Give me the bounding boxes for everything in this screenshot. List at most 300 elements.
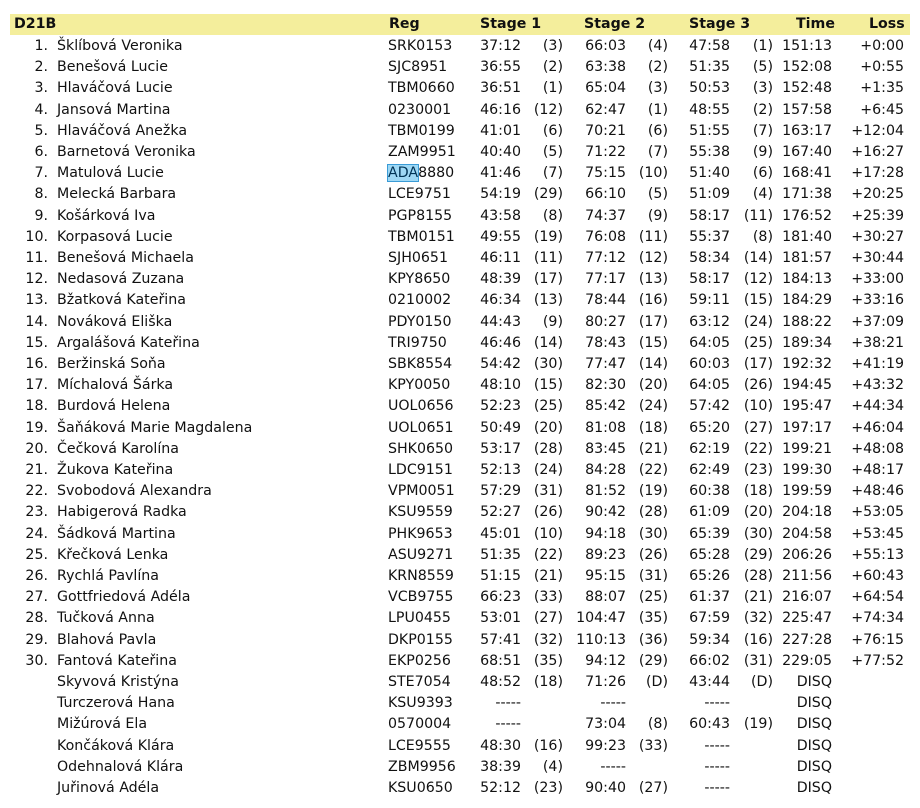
stage1-time: 51:35 — [480, 546, 521, 563]
position: 14. — [25, 313, 48, 330]
stage2-time: 94:18 — [585, 525, 626, 542]
stage2-time: 83:45 — [585, 440, 626, 457]
stage2-rank: (28) — [638, 504, 668, 521]
stage2-time: 80:27 — [585, 313, 626, 330]
stage1-rank: (25) — [533, 398, 563, 415]
stage3-time: 64:05 — [689, 334, 730, 351]
position: 4. — [34, 101, 48, 118]
total-time: 204:18 — [782, 504, 832, 521]
stage1-time: 52:27 — [480, 504, 521, 521]
stage3-time: 62:49 — [689, 462, 730, 478]
stage2-time: ----- — [600, 758, 626, 775]
stage3-time: 51:55 — [689, 122, 730, 139]
total-time: 163:17 — [782, 122, 832, 139]
reg-code: SHK0650 — [388, 440, 454, 457]
stage2-rank: (14) — [638, 356, 668, 372]
stage1-time: 43:58 — [480, 207, 521, 224]
stage2-time: 90:42 — [585, 504, 626, 521]
runner-name: Šklíbová Veronika — [57, 38, 183, 54]
stage3-time: 57:42 — [689, 398, 730, 415]
stage2-rank: (31) — [638, 568, 668, 584]
table-row — [0, 206, 920, 227]
total-time: DISQ — [796, 758, 832, 775]
time-loss: +48:08 — [851, 440, 904, 457]
stage3-time: 51:09 — [689, 186, 730, 203]
time-loss: +16:27 — [851, 144, 904, 160]
position: 10. — [25, 228, 48, 245]
reg-code — [388, 164, 454, 183]
stage2-time: 75:15 — [585, 165, 626, 182]
stage2-rank: (15) — [638, 334, 668, 351]
position: 24. — [25, 525, 48, 542]
stage3-time: 60:38 — [689, 483, 730, 500]
stage1-time: 53:17 — [480, 440, 521, 457]
stage3-rank: (26) — [743, 377, 773, 394]
total-time: DISQ — [796, 780, 832, 796]
stage3-time: 61:09 — [689, 504, 730, 521]
total-time: 189:34 — [782, 334, 832, 351]
stage3-time: 65:26 — [689, 568, 730, 584]
reg-code: SJH0651 — [388, 250, 448, 266]
stage3-rank: (19) — [743, 716, 773, 733]
stage2-time: 77:17 — [585, 271, 626, 288]
stage1-rank: (35) — [533, 652, 563, 669]
table-row — [0, 333, 920, 354]
stage3-rank: (30) — [743, 525, 773, 542]
stage1-rank: (19) — [533, 228, 563, 245]
stage1-time: 51:15 — [480, 568, 521, 584]
table-row — [0, 354, 920, 375]
reg-code: TBM0660 — [388, 80, 455, 97]
reg-code: 0230001 — [388, 101, 452, 118]
runner-name: Juřinová Adéla — [57, 780, 160, 796]
table-row — [0, 608, 920, 629]
runner-name: Nedasová Zuzana — [57, 271, 185, 288]
runner-name: Míchalová Šárka — [57, 377, 174, 394]
position: 13. — [25, 292, 48, 309]
reg-code: KSU0650 — [388, 780, 453, 796]
total-time: 225:47 — [782, 610, 832, 627]
runner-name: Odehnalová Klára — [57, 758, 184, 775]
reg-code: VCB9755 — [388, 589, 454, 606]
stage1-rank: (8) — [542, 207, 563, 224]
position: 20. — [25, 440, 48, 457]
time-loss: +43:32 — [851, 377, 904, 394]
stage1-rank: (3) — [542, 38, 563, 54]
table-row — [0, 375, 920, 396]
text-selection-highlight[interactable]: ADA — [388, 165, 419, 182]
stage3-time: 55:37 — [689, 228, 730, 245]
stage2-rank: (17) — [638, 313, 668, 330]
time-loss: +38:21 — [851, 334, 904, 351]
stage3-time: 60:43 — [689, 716, 730, 733]
table-row — [0, 714, 920, 735]
time-loss: +46:04 — [851, 419, 904, 436]
stage1-rank: (13) — [533, 292, 563, 309]
stage2-time: 71:26 — [585, 674, 626, 690]
stage3-rank: (1) — [752, 38, 773, 54]
table-row — [0, 693, 920, 714]
stage1-rank: (32) — [533, 631, 563, 648]
reg-code: 0210002 — [388, 292, 452, 309]
reg-code: TRI9750 — [388, 334, 447, 351]
stage3-rank: (14) — [743, 250, 773, 266]
total-time: 152:08 — [782, 59, 832, 76]
stage2-rank: (26) — [638, 546, 668, 563]
stage3-time: 67:59 — [689, 610, 730, 627]
stage1-time: 36:55 — [480, 59, 521, 76]
stage1-time: 54:42 — [480, 356, 521, 372]
stage2-rank: (1) — [647, 101, 668, 118]
time-header: Time — [796, 16, 835, 32]
stage1-rank: (9) — [542, 313, 563, 330]
stage2-time: 77:47 — [585, 356, 626, 372]
runner-name: Turczerová Hana — [57, 695, 175, 712]
stage3-time: 65:28 — [689, 546, 730, 563]
reg-code: VPM0051 — [388, 483, 455, 500]
table-row — [0, 757, 920, 778]
time-loss: +0:55 — [860, 59, 904, 76]
stage1-time: 41:46 — [480, 165, 521, 182]
stage1-rank: (24) — [533, 462, 563, 478]
position: 21. — [25, 462, 48, 478]
stage1-time: 50:49 — [480, 419, 521, 436]
stage1-rank: (29) — [533, 186, 563, 203]
stage3-rank: (22) — [743, 440, 773, 457]
stage2-rank: (33) — [638, 737, 668, 754]
time-loss: +12:04 — [851, 122, 904, 139]
stage3-time: ----- — [704, 758, 730, 775]
stage2-rank: (D) — [646, 674, 668, 690]
stage1-time: 46:11 — [480, 250, 521, 266]
reg-code: LDC9151 — [388, 462, 453, 478]
position: 25. — [25, 546, 48, 563]
stage2-rank: (21) — [638, 440, 668, 457]
position: 1. — [34, 38, 48, 54]
stage1-time: 66:23 — [480, 589, 521, 606]
stage1-rank: (14) — [533, 334, 563, 351]
stage3-time: ----- — [704, 695, 730, 712]
stage3-rank: (18) — [743, 483, 773, 500]
runner-name: Mižúrová Ela — [57, 716, 148, 733]
stage2-rank: (13) — [638, 271, 668, 288]
stage2-rank: (3) — [647, 80, 668, 97]
stage2-time: 62:47 — [585, 101, 626, 118]
total-time: DISQ — [796, 695, 832, 712]
total-time: DISQ — [796, 737, 832, 754]
runner-name: Habigerová Radka — [57, 504, 187, 521]
stage1-time: 37:12 — [480, 38, 521, 54]
reg-code: KPY0050 — [388, 377, 451, 394]
runner-name: Křečková Lenka — [57, 546, 169, 563]
stage3-rank: (27) — [743, 419, 773, 436]
stage2-time: 65:04 — [585, 80, 626, 97]
stage1-rank: (31) — [533, 483, 563, 500]
stage3-rank: (5) — [752, 59, 773, 76]
position: 28. — [25, 610, 48, 627]
stage3-rank: (28) — [743, 568, 773, 584]
position: 23. — [25, 504, 48, 521]
stage1-rank: (17) — [533, 271, 563, 288]
table-row — [0, 57, 920, 78]
stage3-rank: (25) — [743, 334, 773, 351]
time-loss: +77:52 — [851, 652, 904, 669]
total-time: 188:22 — [782, 313, 832, 330]
stage2-rank: (35) — [638, 610, 668, 627]
total-time: DISQ — [796, 716, 832, 733]
stage1-time: 52:12 — [480, 780, 521, 796]
total-time: 195:47 — [782, 398, 832, 415]
total-time: 181:57 — [782, 250, 832, 266]
reg-code: PHK9653 — [388, 525, 453, 542]
stage3-time: 47:58 — [689, 38, 730, 54]
stage3-rank: (21) — [743, 589, 773, 606]
stage2-time: 78:44 — [585, 292, 626, 309]
stage1-time: 40:40 — [480, 144, 521, 160]
position: 22. — [25, 483, 48, 500]
total-time: 199:30 — [782, 462, 832, 478]
stage3-rank: (3) — [752, 80, 773, 97]
stage3-rank: (16) — [743, 631, 773, 648]
runner-name: Rychlá Pavlína — [57, 568, 159, 584]
position: 3. — [34, 80, 48, 97]
stage3-time: 60:03 — [689, 356, 730, 372]
reg-code: ASU9271 — [388, 546, 454, 563]
total-time: 204:58 — [782, 525, 832, 542]
stage2-rank: (11) — [638, 228, 668, 245]
runner-name: Šádková Martina — [57, 525, 176, 542]
time-loss: +48:46 — [851, 483, 904, 500]
stage1-rank: (28) — [533, 440, 563, 457]
runner-name: Benešová Michaela — [57, 250, 194, 266]
stage1-time: 46:16 — [480, 101, 521, 118]
stage2-time: 90:40 — [585, 780, 626, 796]
table-row — [0, 227, 920, 248]
total-time: 184:13 — [782, 271, 832, 288]
stage2-time: 73:04 — [585, 716, 626, 733]
stage3-rank: (7) — [752, 122, 773, 139]
stage3-rank: (D) — [751, 674, 773, 690]
stage2-time: 63:38 — [585, 59, 626, 76]
runner-name: Blahová Pavla — [57, 631, 157, 648]
stage1-rank: (16) — [533, 737, 563, 754]
runner-name: Tučková Anna — [57, 610, 155, 627]
stage1-rank: (22) — [533, 546, 563, 563]
runner-name: Svobodová Alexandra — [57, 483, 212, 500]
position: 8. — [34, 186, 48, 203]
stage2-time: 81:52 — [585, 483, 626, 500]
stage2-rank: (22) — [638, 462, 668, 478]
runner-name: Argalášová Kateřina — [57, 334, 200, 351]
stage3-time: 58:17 — [689, 271, 730, 288]
runner-name: Košárková Iva — [57, 207, 156, 224]
position: 12. — [25, 271, 48, 288]
stage3-time: 61:37 — [689, 589, 730, 606]
reg-code: ZAM9951 — [388, 144, 456, 160]
stage3-time: ----- — [704, 737, 730, 754]
stage2-rank: (4) — [647, 38, 668, 54]
stage3-rank: (15) — [743, 292, 773, 309]
stage1-time: 57:29 — [480, 483, 521, 500]
stage2-time: 110:13 — [576, 631, 626, 648]
total-time: 168:41 — [782, 165, 832, 182]
stage2-time: 77:12 — [585, 250, 626, 266]
reg-code: LCE9555 — [388, 737, 451, 754]
time-loss: +74:34 — [851, 610, 904, 627]
category-title: D21B — [14, 16, 57, 32]
stage3-rank: (24) — [743, 313, 773, 330]
stage3-time: 66:02 — [689, 652, 730, 669]
stage1-rank: (11) — [533, 250, 563, 266]
reg-code: UOL0651 — [388, 419, 454, 436]
reg-code: TBM0199 — [388, 122, 455, 139]
time-loss: +30:44 — [851, 250, 904, 266]
runner-name: Končáková Klára — [57, 737, 175, 754]
stage3-time: ----- — [704, 780, 730, 796]
table-row — [0, 163, 920, 184]
reg-code: STE7054 — [388, 674, 451, 690]
stage2-rank: (36) — [638, 631, 668, 648]
stage1-rank: (33) — [533, 589, 563, 606]
stage1-time: 44:43 — [480, 313, 521, 330]
stage2-rank: (9) — [647, 207, 668, 224]
stage1-rank: (23) — [533, 780, 563, 796]
time-loss: +53:45 — [851, 525, 904, 542]
runner-name: Gottfriedová Adéla — [57, 589, 191, 606]
time-loss: +48:17 — [851, 462, 904, 478]
stage1-rank: (20) — [533, 419, 563, 436]
stage2-rank: (7) — [647, 144, 668, 160]
stage2-time: 70:21 — [585, 122, 626, 139]
runner-name: Fantová Kateřina — [57, 652, 177, 669]
position: 16. — [25, 356, 48, 372]
stage3-rank: (8) — [752, 228, 773, 245]
table-row — [0, 778, 920, 799]
stage3-time: 50:53 — [689, 80, 730, 97]
stage1-time: 48:30 — [480, 737, 521, 754]
table-row — [0, 36, 920, 57]
position: 18. — [25, 398, 48, 415]
stage1-time: 46:34 — [480, 292, 521, 309]
runner-name: Jansová Martina — [57, 101, 171, 118]
position: 27. — [25, 589, 48, 606]
reg-code: KPY8650 — [388, 271, 451, 288]
time-loss: +60:43 — [851, 568, 904, 584]
total-time: 216:07 — [782, 589, 832, 606]
position: 7. — [34, 165, 48, 182]
stage3-time: 58:34 — [689, 250, 730, 266]
stage1-time: 45:01 — [480, 525, 521, 542]
time-loss: +0:00 — [860, 38, 904, 54]
total-time: 211:56 — [782, 568, 832, 584]
stage2-rank: (25) — [638, 589, 668, 606]
stage3-rank: (2) — [752, 101, 773, 118]
stage1-rank: (2) — [542, 59, 563, 76]
reg-code: SBK8554 — [388, 356, 453, 372]
total-time: 181:40 — [782, 228, 832, 245]
reg-code: PDY0150 — [388, 313, 452, 330]
table-header — [10, 14, 910, 35]
table-row — [0, 248, 920, 269]
reg-code: ZBM9956 — [388, 758, 456, 775]
table-row — [0, 524, 920, 545]
time-loss: +64:54 — [851, 589, 904, 606]
position: 11. — [25, 250, 48, 266]
reg-code: PGP8155 — [388, 207, 453, 224]
stage3-time: 59:34 — [689, 631, 730, 648]
stage1-rank: (4) — [542, 758, 563, 775]
stage3-rank: (29) — [743, 546, 773, 563]
stage1-time: 52:13 — [480, 462, 521, 478]
table-row — [0, 439, 920, 460]
reg-code: KSU9559 — [388, 504, 453, 521]
table-row — [0, 630, 920, 651]
reg-code: UOL0656 — [388, 398, 454, 415]
position: 9. — [34, 207, 48, 224]
stage2-time: 76:08 — [585, 228, 626, 245]
stage2-rank: (30) — [638, 525, 668, 542]
reg-code: LPU0455 — [388, 610, 451, 627]
reg-code: SJC8951 — [388, 59, 448, 76]
reg-code: DKP0155 — [388, 631, 453, 648]
stage2-time: 66:03 — [585, 38, 626, 54]
table-row — [0, 587, 920, 608]
runner-name: Benešová Lucie — [57, 59, 168, 76]
time-loss: +17:28 — [851, 165, 904, 182]
table-row — [0, 78, 920, 99]
total-time: 199:21 — [782, 440, 832, 457]
stage3-time: 51:35 — [689, 59, 730, 76]
stage2-time: 95:15 — [585, 568, 626, 584]
stage3-rank: (23) — [743, 462, 773, 478]
stage3-time: 51:40 — [689, 165, 730, 182]
time-loss: +6:45 — [860, 101, 904, 118]
stage2-rank: (8) — [647, 716, 668, 733]
time-loss: +25:39 — [851, 207, 904, 224]
table-row — [0, 736, 920, 757]
position: 29. — [25, 631, 48, 648]
table-row — [0, 418, 920, 439]
stage2-time: 88:07 — [585, 589, 626, 606]
stage2-time: 94:12 — [585, 652, 626, 669]
stage2-rank: (19) — [638, 483, 668, 500]
total-time: 167:40 — [782, 144, 832, 160]
time-loss: +44:34 — [851, 398, 904, 415]
table-row — [0, 121, 920, 142]
stage2-rank: (29) — [638, 652, 668, 669]
time-loss: +33:16 — [851, 292, 904, 309]
table-row — [0, 269, 920, 290]
total-time: DISQ — [796, 674, 832, 690]
stage2-rank: (18) — [638, 419, 668, 436]
stage3-rank: (4) — [752, 186, 773, 203]
total-time: 229:05 — [782, 652, 832, 669]
stage2-time: 81:08 — [585, 419, 626, 436]
stage2-time: 78:43 — [585, 334, 626, 351]
position: 5. — [34, 122, 48, 139]
stage3-time: 62:19 — [689, 440, 730, 457]
stage1-time: 52:23 — [480, 398, 521, 415]
table-row — [0, 481, 920, 502]
time-loss: +76:15 — [851, 631, 904, 648]
loss-header: Loss — [869, 16, 905, 32]
runner-name: Beržinská Soňa — [57, 356, 166, 372]
stage1-time: 48:52 — [480, 674, 521, 690]
stage1-time: ----- — [495, 695, 521, 712]
stage3-time: 65:39 — [689, 525, 730, 542]
table-row — [0, 651, 920, 672]
total-time: 176:52 — [782, 207, 832, 224]
